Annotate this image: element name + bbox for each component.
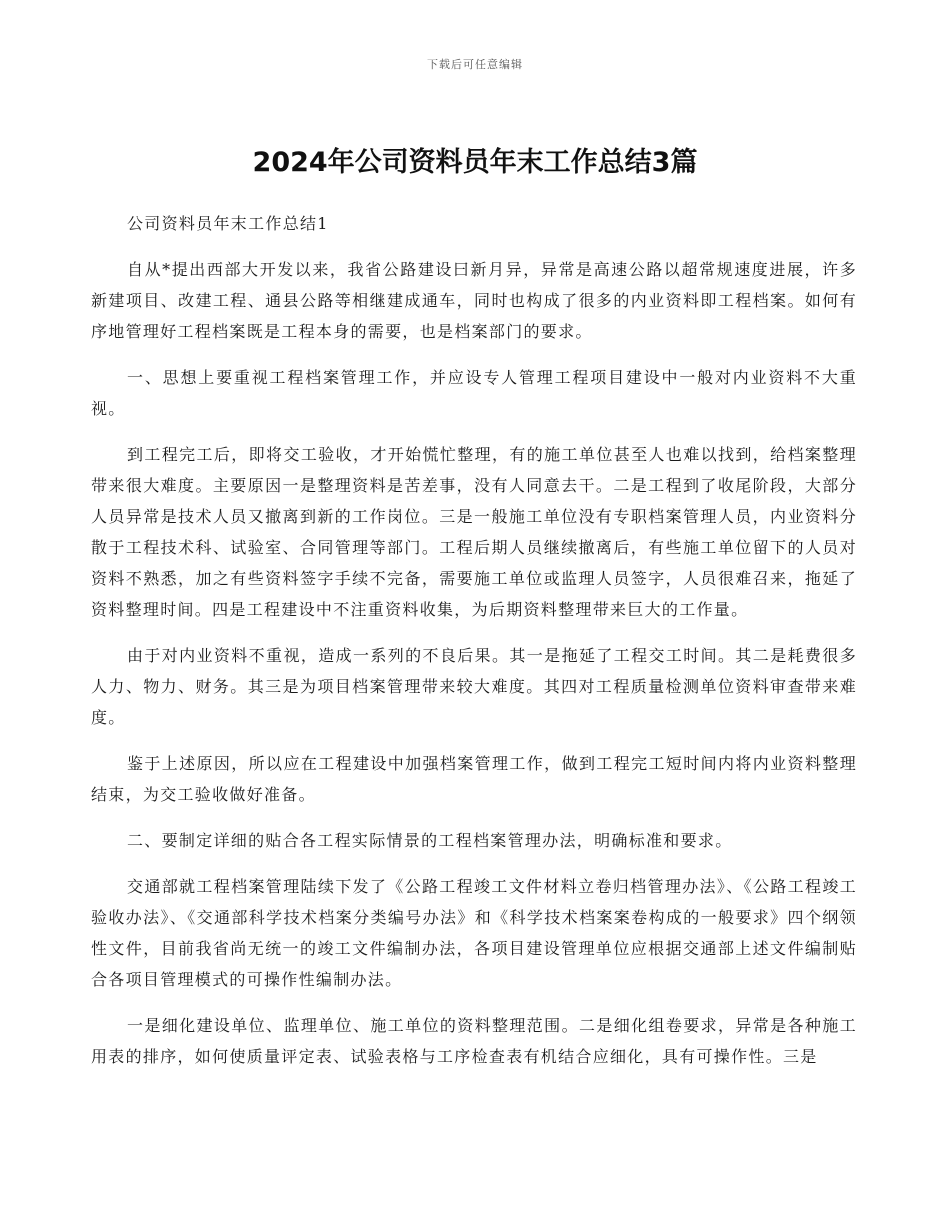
paragraph: 二、要制定详细的贴合各工程实际情景的工程档案管理办法，明确标准和要求。 <box>127 831 733 850</box>
paragraph: 鉴于上述原因，所以应在工程建设中加强档案管理工作，做到工程完工短时间内将内业资料整理结束，为交工验收做好准备。 <box>91 754 857 804</box>
header-note: 下载后可任意编辑 <box>427 58 523 71</box>
paragraph: 交通部就工程档案管理陆续下发了《公路工程竣工文件材料立卷归档管理办法》、《公路工程竣工验收办法》、《交通部科学技术档案分类编号办法》和《科学技术档案案卷构成的一般要求》四个纲领性文件，目前我省尚无统一的竣工文件编制办法，各项目建设管理单位应根据交通部上述文件编制贴合各项目管理模式的可操作性编制办法。 <box>91 877 857 989</box>
paragraph: 自从*提出西部大开发以来，我省公路建设曰新月异，异常是高速公路以超常规速度进展，许多新建项目、改建工程、通县公路等相继建成通车，同时也构成了很多的内业资料即工程档案。如何有序地管理好工程档案既是工程本身的需要，也是档案部门的要求。 <box>91 260 857 341</box>
paragraph: 由于对内业资料不重视，造成一系列的不良后果。其一是拖延了工程交工时间。其二是耗费很多人力、物力、财务。其三是为项目档案管理带来较大难度。其四对工程质量检测单位资料审查带来难度。 <box>91 646 857 727</box>
paragraph: 到工程完工后，即将交工验收，才开始慌忙整理，有的施工单位甚至人也难以找到，给档案整理带来很大难度。主要原因一是整理资料是苦差事，没有人同意去干。二是工程到了收尾阶段，大部分人员异常是技术人员又撤离到新的工作岗位。三是一般施工单位没有专职档案管理人员，内业资料分散于工程技术科、试验室、合同管理等部门。工程后期人员继续撤离后，有些施工单位留下的人员对资料不熟悉，加之有些资料签字手续不完备，需要施工单位或监理人员签字，人员很难召来，拖延了资料整理时间。四是工程建设中不注重资料收集，为后期资料整理带来巨大的工作量。 <box>91 445 857 619</box>
document-body <box>91 208 857 1087</box>
paragraph: 一、思想上要重视工程档案管理工作，并应设专人管理工程项目建设中一般对内业资料不大重视。 <box>91 368 857 418</box>
document-title: 2024年公司资料员年末工作总结3篇 <box>252 147 698 178</box>
paragraph: 一是细化建设单位、监理单位、施工单位的资料整理范围。二是细化组卷要求，异常是各种施工用表的排序，如何使质量评定表、试验表格与工序检查表有机结合应细化，具有可操作性。三是 <box>91 1016 857 1066</box>
section-heading: 公司资料员年末工作总结1 <box>127 214 329 233</box>
